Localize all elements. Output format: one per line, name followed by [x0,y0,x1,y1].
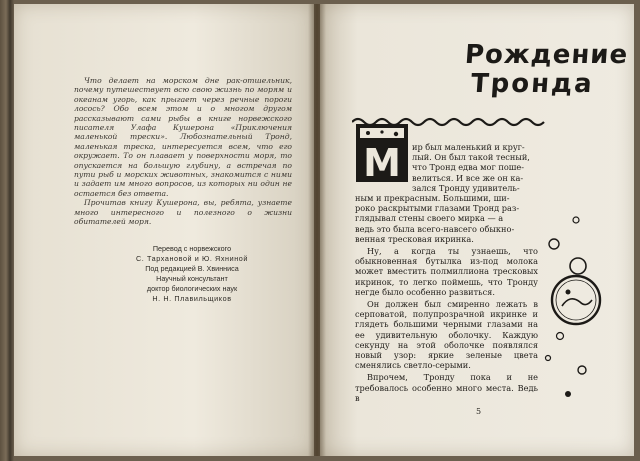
text-line: глядывал стены своего мирка — а [355,213,504,224]
text-line: что Тронд едва мог поше- [412,162,524,173]
left-page [14,4,314,456]
chapter-title-line2: Тронда [469,69,595,99]
bubbles-illustration [540,210,630,410]
text-line: роко раскрытыми глазами Тронд раз- [355,203,520,214]
credit-line: доктор биологических наук [146,284,238,293]
text-line: ведь это была всего-навсего обыкно- [355,223,515,234]
annotation-paragraph: Прочитав книгу Кушерона, вы, ребята, узнаете много интересного и полезного о жизни обитателей моря. [74,198,292,227]
text-line: ир был маленький и круг- [412,142,525,152]
text-line: ным и прекрасным. Большими, ши- [355,193,510,204]
drop-cap-letter: М [363,141,401,182]
annotation-paragraph: Что делает на морском дне рак-отшельник, почему путешествует всю свою жизнь по морям и океанам угорь, как прыгает через речные пороги лосось? Обо всем этом и о многом другом рассказывают сами рыбы в книге норвежского писателя Улафа Кушерона «Приключения маленькой трески». Любознательный Тронд, маленькая треска, интересуется всем, что его окружает. То он плавает у поверхности моря, то опускается на большую глубину, а встречая по пути рыб и морских животных, знакомится с ними и задает им много вопросов, из которых ни один не остается без ответа. [74,76,292,198]
chapter-title [462,40,636,98]
credit-line: Перевод с норвежского [152,244,232,253]
book-annotation [74,76,292,227]
credit-line: Под редакцией В. Хвинниса [145,264,239,273]
text-line: велиться. И все же он ка- [412,172,524,183]
text-line: зался Тронду удивитель- [412,182,520,193]
credit-line: Н. Н. Плавильщиков [152,294,232,303]
chapter-text [355,142,538,405]
credit-line: Научный консультант [156,274,228,283]
text-line: венная тресковая икринка. [355,233,474,244]
chapter-title-line1: Рождение [463,40,630,70]
paragraph-3: Он должен был смиренно лежать в серповатой, полупрозрачной икринке и глядеть большими черными глазами на ее удивительную оболочку. Каждую секунду на этой оболочке появлялся новый узор: яркие зеленые цвета сменялись светло-серыми. [355,299,538,371]
credit-line: С. Тархановой и Ю. Яхниной [135,254,248,263]
paragraph-2: Ну, а когда ты узнаешь, что обыкновенная бутылка из-под молока может вместить полмиллиона тресковых икринок, то легко поймешь, что Тронду негде было особенно развиться. [355,246,538,297]
paragraph-4: Впрочем, Тронду пока и не требовалось особенно много места. Ведь в [355,372,538,403]
translation-credits [94,244,290,304]
page-number: 5 [476,407,482,416]
text-line: лый. Он был такой тесный, [412,152,530,163]
paragraph-1 [355,142,538,244]
book-gutter [308,4,326,456]
